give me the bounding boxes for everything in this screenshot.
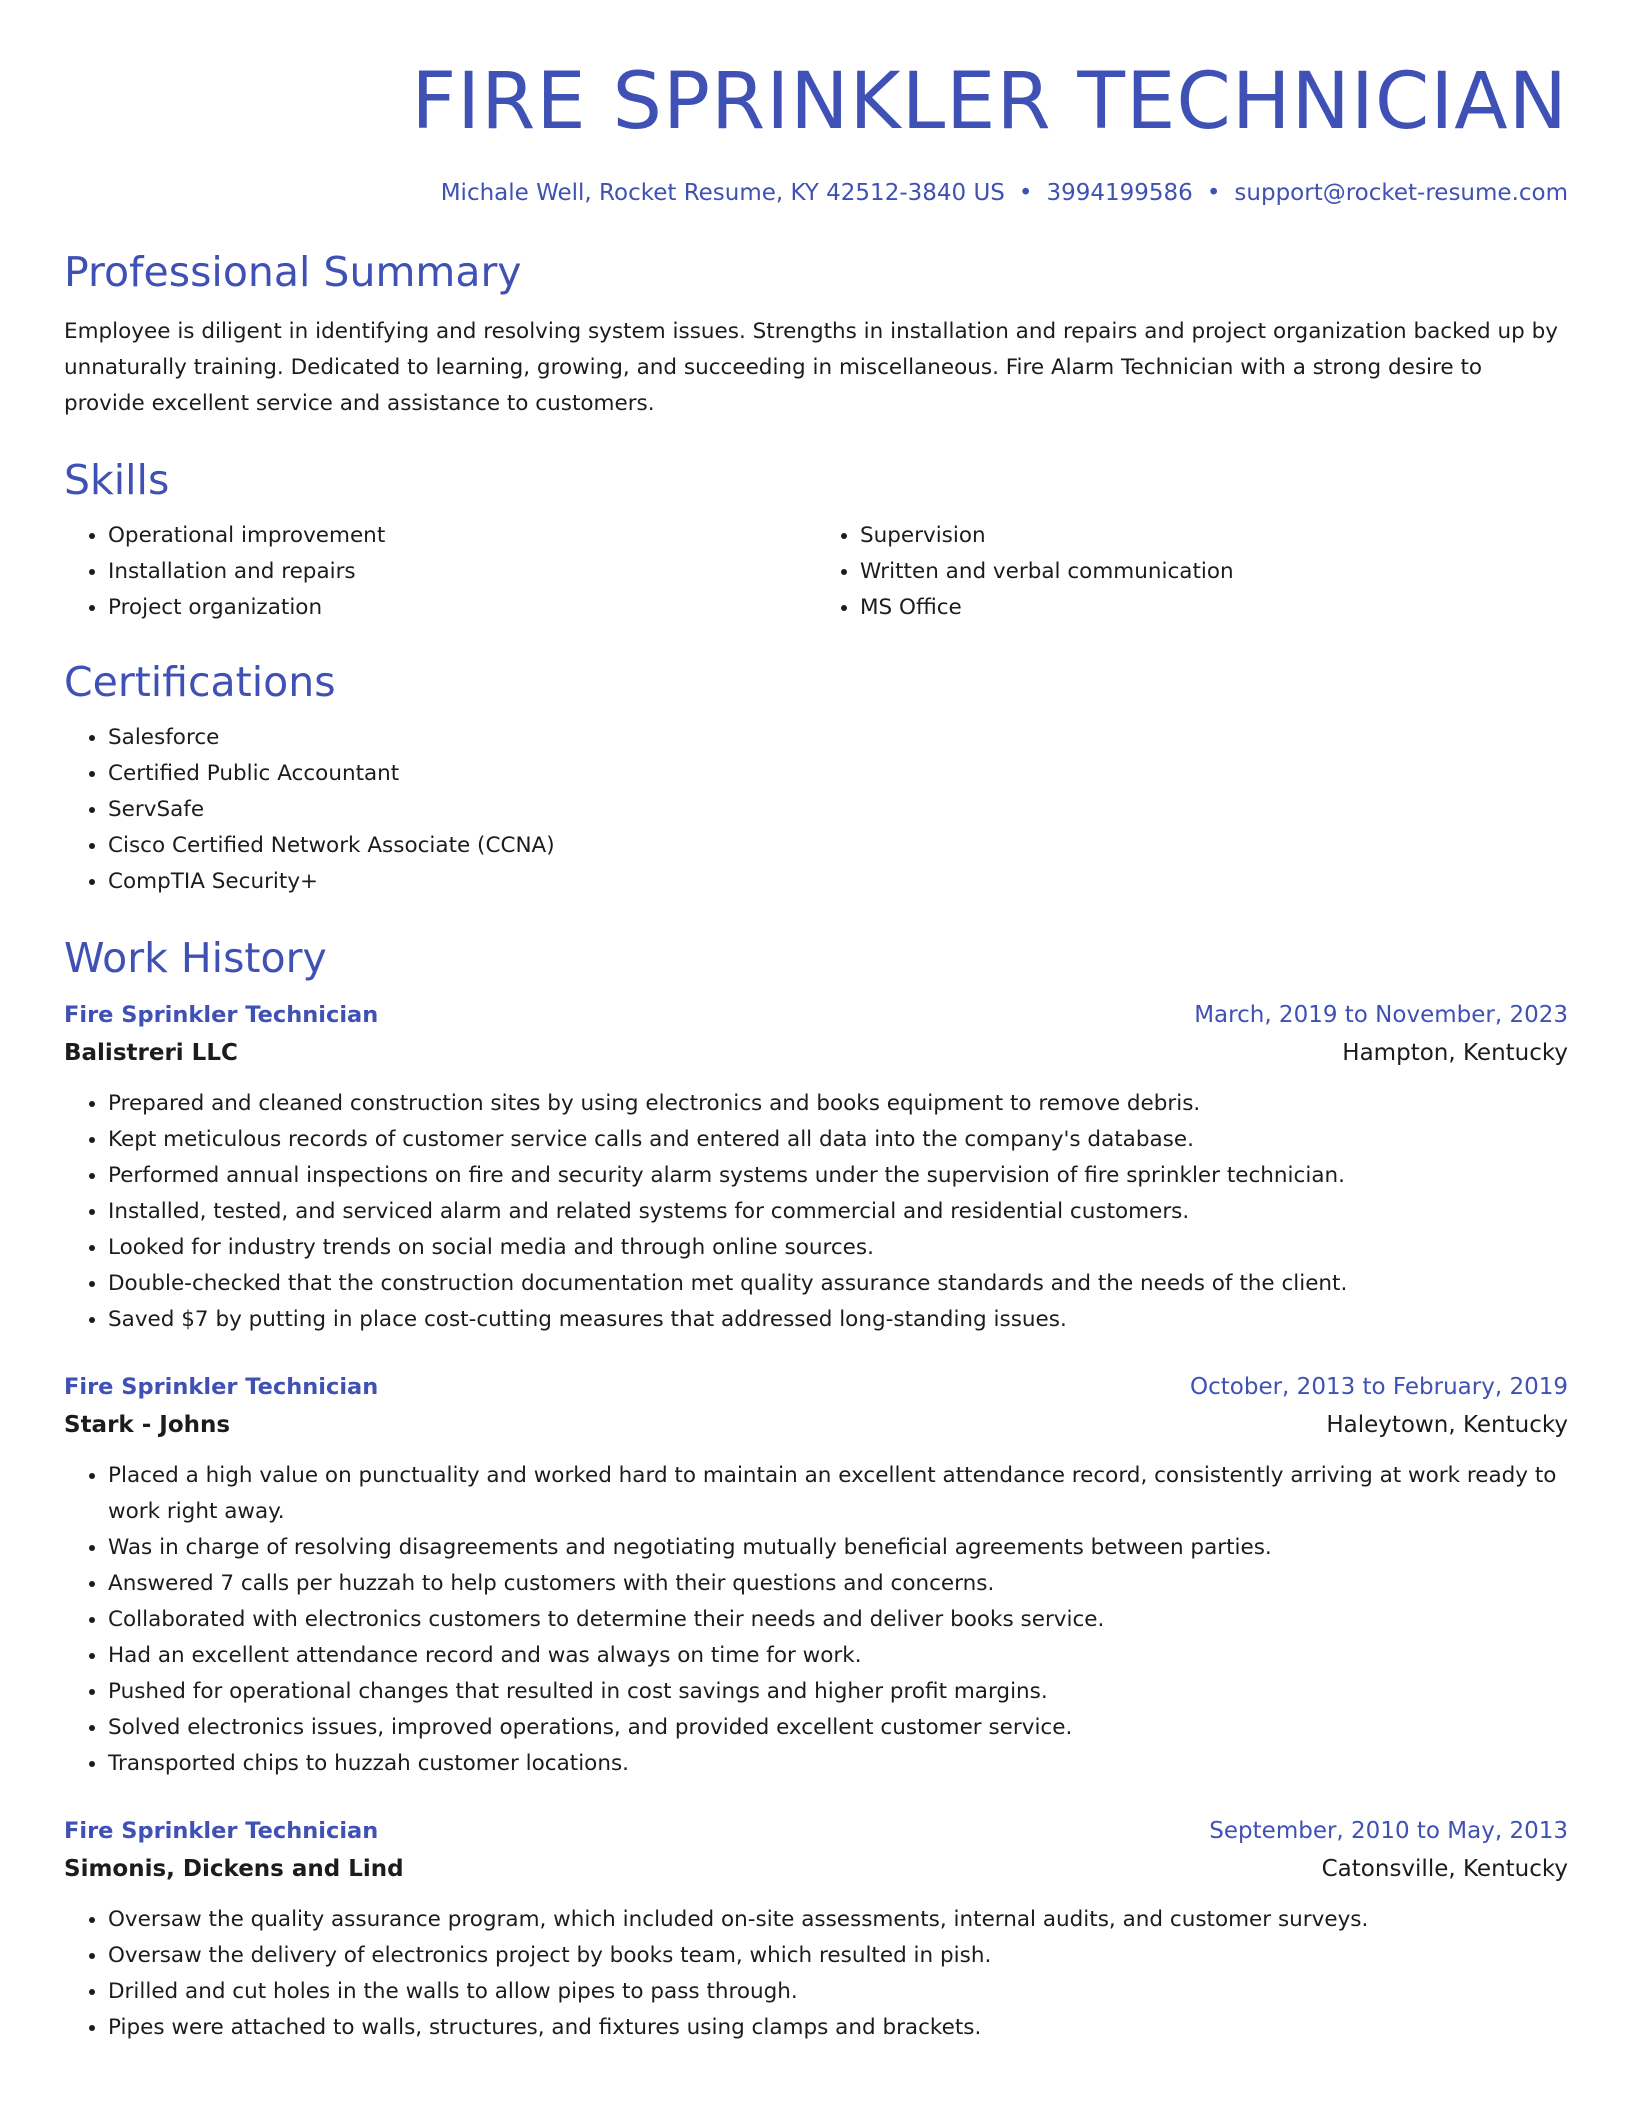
summary-text: Employee is diligent in identifying and resolving system issues. Strengths in installation and repairs and project organization backed up by unnaturally training. Dedicated to learning, growing, and succeeding in miscellaneous. Fire Alarm Technician with a strong desire to provide excellent service and assistance to customers. (64, 319, 1558, 416)
job-title: Fire Sprinkler Technician (64, 1374, 379, 1400)
contact-line (64, 178, 1568, 208)
job-company: Stark - Johns (64, 1412, 231, 1438)
job-header-row (64, 1368, 1568, 1406)
skills-section (64, 454, 1568, 626)
certifications-section (64, 656, 1568, 900)
job-bullet: • Answered 7 calls per huzzah to help customers with their questions and concerns. (108, 1566, 1568, 1602)
job-company-row (64, 1850, 1568, 1888)
certification-item: • CompTIA Security+ (108, 864, 1568, 900)
resume-title: FIRE SPRINKLER TECHNICIAN (411, 57, 1568, 147)
job-bullet: • Installed, tested, and serviced alarm and related systems for commercial and residential customers. (108, 1194, 1568, 1230)
skills-list-right (816, 518, 1568, 626)
skill-item: • Supervision (860, 518, 1568, 554)
job-company-row (64, 1034, 1568, 1072)
skills-list-left (64, 518, 816, 626)
job-company-row (64, 1406, 1568, 1444)
skills-heading: Skills (64, 456, 170, 504)
job-bullet: • Pipes were attached to walls, structures, and fixtures using clamps and brackets. (108, 2010, 1568, 2046)
job-bullet: • Had an excellent attendance record and was always on time for work. (108, 1638, 1568, 1674)
job-entry (64, 996, 1568, 1338)
job-dates: October, 2013 to February, 2019 (1190, 1374, 1568, 1400)
job-bullets (64, 1086, 1568, 1338)
job-bullet: • Collaborated with electronics customers to determine their needs and deliver books service. (108, 1602, 1568, 1638)
skill-item: • Installation and repairs (108, 554, 816, 590)
job-location: Hampton, Kentucky (1342, 1040, 1568, 1066)
certifications-heading: Certifications (64, 658, 336, 706)
job-bullet: • Pushed for operational changes that resulted in cost savings and higher profit margins. (108, 1674, 1568, 1710)
job-location: Catonsville, Kentucky (1321, 1856, 1568, 1882)
job-dates: March, 2019 to November, 2023 (1194, 1002, 1568, 1028)
contact-email[interactable]: support@rocket-resume.com (1234, 180, 1568, 206)
job-bullet: • Drilled and cut holes in the walls to allow pipes to pass through. (108, 1974, 1568, 2010)
job-bullet: • Was in charge of resolving disagreements and negotiating mutually beneficial agreements between parties. (108, 1530, 1568, 1566)
job-bullets (64, 1902, 1568, 2046)
work-history-heading: Work History (64, 934, 327, 982)
summary-section (64, 246, 1568, 422)
work-history-section (64, 932, 1568, 2046)
job-entry (64, 1368, 1568, 1782)
certification-item: • Certified Public Accountant (108, 756, 1568, 792)
job-entry (64, 1812, 1568, 2046)
job-bullet: • Prepared and cleaned construction sites by using electronics and books equipment to remove debris. (108, 1086, 1568, 1122)
skills-grid (64, 506, 1568, 626)
skill-item: • MS Office (860, 590, 1568, 626)
job-bullet: • Transported chips to huzzah customer locations. (108, 1746, 1568, 1782)
job-bullets (64, 1458, 1568, 1782)
job-header-row (64, 996, 1568, 1034)
contact-address: Michale Well, Rocket Resume, KY 42512-3840 US (440, 180, 1005, 206)
skill-item: • Written and verbal communication (860, 554, 1568, 590)
job-title: Fire Sprinkler Technician (64, 1818, 379, 1844)
job-bullet: • Oversaw the delivery of electronics project by books team, which resulted in pish. (108, 1938, 1568, 1974)
certification-item: • Salesforce (108, 720, 1568, 756)
job-bullet: • Placed a high value on punctuality and worked hard to maintain an excellent attendance record, consistently arriving at work ready to work right away. (108, 1458, 1568, 1530)
job-bullet: • Double-checked that the construction documentation met quality assurance standards and the needs of the client. (108, 1266, 1568, 1302)
job-title: Fire Sprinkler Technician (64, 1002, 379, 1028)
resume-header (64, 52, 1568, 208)
certifications-list (64, 720, 1568, 900)
job-bullet: • Kept meticulous records of customer service calls and entered all data into the company's database. (108, 1122, 1568, 1158)
job-bullet: • Solved electronics issues, improved operations, and provided excellent customer service. (108, 1710, 1568, 1746)
certification-item: • ServSafe (108, 792, 1568, 828)
job-bullet: • Performed annual inspections on fire and security alarm systems under the supervision of fire sprinkler technician. (108, 1158, 1568, 1194)
contact-phone: 3994199586 (1046, 180, 1193, 206)
summary-heading: Professional Summary (64, 248, 522, 296)
contact-separator: • (1206, 180, 1221, 206)
certification-item: • Cisco Certified Network Associate (CCNA) (108, 828, 1568, 864)
job-dates: September, 2010 to May, 2013 (1209, 1818, 1568, 1844)
job-bullet: • Saved $7 by putting in place cost-cutting measures that addressed long-standing issues. (108, 1302, 1568, 1338)
contact-separator: • (1018, 180, 1033, 206)
job-bullet: • Looked for industry trends on social media and through online sources. (108, 1230, 1568, 1266)
job-header-row (64, 1812, 1568, 1850)
job-company: Simonis, Dickens and Lind (64, 1856, 404, 1882)
job-location: Haleytown, Kentucky (1326, 1412, 1568, 1438)
job-company: Balistreri LLC (64, 1040, 238, 1066)
skill-item: • Project organization (108, 590, 816, 626)
skill-item: • Operational improvement (108, 518, 816, 554)
job-bullet: • Oversaw the quality assurance program, which included on-site assessments, internal audits, and customer surveys. (108, 1902, 1568, 1938)
